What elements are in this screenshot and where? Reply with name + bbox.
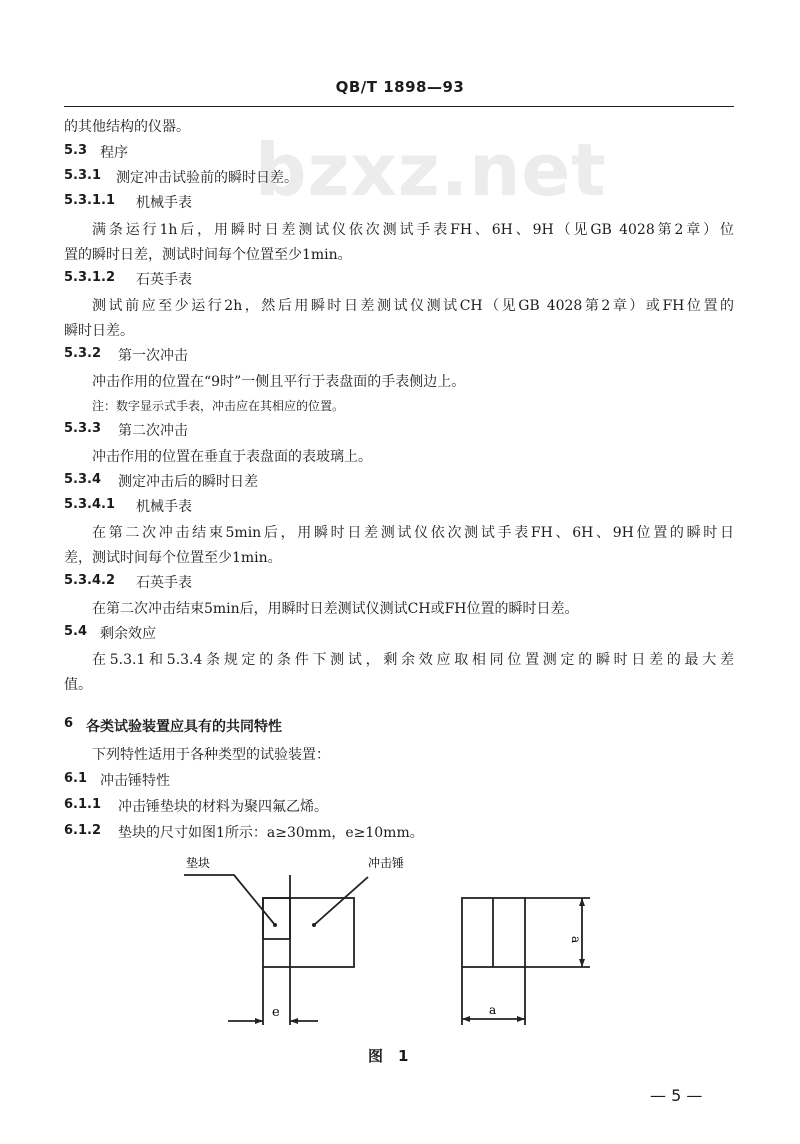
paragraph-line: 值。 [64, 677, 92, 693]
watermark: bzxz.net [255, 128, 607, 212]
dimension-e-label: e [272, 1005, 280, 1020]
section-title: 机械手表 [136, 195, 192, 211]
paragraph-line: 冲击作用的位置在垂直于表盘面的表玻璃上。 [92, 449, 372, 465]
paragraph-line: 在第二次冲击结束5min后，用瞬时日差测试仪测试CH或FH位置的瞬时日差。 [92, 601, 579, 617]
arrowhead [255, 1018, 263, 1024]
paragraph-line: 冲击作用的位置在“9时”一侧且平行于表盘面的手表侧边上。 [92, 374, 466, 390]
paragraph-line: 瞬时日差。 [64, 323, 134, 339]
section-title: 第一次冲击 [118, 348, 188, 364]
arrowhead [462, 1016, 470, 1022]
pad-label: 垫块 [186, 856, 211, 870]
section-number: 5.3.1.1 [64, 193, 115, 208]
section-number: 5.3.2 [64, 346, 102, 361]
section-number: 5.3.4.1 [64, 497, 115, 512]
paragraph-line: 在第二次冲击结束5min后，用瞬时日差测试仪依次测试手表FH、6H、9H位置的瞬时日 [92, 525, 734, 541]
page-header: QB/T 1898—93 [335, 78, 465, 96]
pad-leader-dot [273, 923, 277, 927]
section-title: 剩余效应 [100, 626, 156, 642]
header-rule [64, 106, 734, 107]
paragraph-line: 在5.3.1和5.3.4条规定的条件下测试，剩余效应取相同位置测定的瞬时日差的最大差 [92, 652, 734, 668]
section-number: 6.1.2 [64, 823, 102, 838]
section-number: 5.4 [64, 624, 88, 639]
section-title: 冲击锤垫块的材料为聚四氟乙烯。 [118, 799, 328, 815]
paragraph-line: 满条运行1h后，用瞬时日差测试仪依次测试手表FH、6H、9H（见GB 4028第2章）位 [92, 222, 734, 238]
continued-text: 的其他结构的仪器。 [64, 119, 190, 135]
dimension-a-horizontal-label: a [489, 1003, 497, 1017]
pad-outline [263, 898, 290, 939]
section-number: 5.3.1 [64, 168, 102, 183]
section-title: 垫块的尺寸如图1所示：a≥30mm，e≥10mm。 [118, 825, 424, 841]
arrowhead [579, 898, 585, 906]
page-number: — 5 — [650, 1086, 703, 1105]
paragraph-line: 下列特性适用于各种类型的试验装置： [92, 747, 330, 763]
hammer-label: 冲击锤 [368, 856, 405, 870]
section-title: 测定冲击后的瞬时日差 [118, 474, 258, 490]
section-number: 5.3.3 [64, 421, 102, 436]
section-number: 5.3.4 [64, 472, 102, 487]
arrowhead [290, 1018, 298, 1024]
figure-1-diagram [0, 840, 800, 1040]
section-title: 机械手表 [136, 499, 192, 515]
arrowhead [579, 959, 585, 967]
figure-caption: 图 1 [368, 1047, 409, 1065]
paragraph-line: 测试前应至少运行2h，然后用瞬时日差测试仪测试CH（见GB 4028第2章）或FH位置的 [92, 298, 734, 314]
arrowhead [517, 1016, 525, 1022]
section-number: 5.3.4.2 [64, 573, 115, 588]
hammer-leader-dot [312, 923, 316, 927]
dimension-a-vertical-label: a [569, 936, 583, 944]
section-title: 石英手表 [136, 272, 192, 288]
section-number: 6.1.1 [64, 797, 102, 812]
paragraph-line: 差，测试时间每个位置至少1min。 [64, 550, 282, 566]
section-title: 第二次冲击 [118, 423, 188, 439]
section-number: 5.3.1.2 [64, 270, 115, 285]
paragraph-line: 置的瞬时日差，测试时间每个位置至少1min。 [64, 247, 352, 263]
pad-leader-line [184, 875, 275, 925]
section-title: 程序 [100, 145, 128, 161]
chapter-title: 各类试验装置应具有的共同特性 [86, 719, 282, 735]
section-number: 6.1 [64, 771, 88, 786]
chapter-number: 6 [64, 716, 74, 731]
section-title: 冲击锤特性 [100, 773, 170, 789]
hammer-leader-line [314, 877, 368, 925]
section-number: 5.3 [64, 143, 88, 158]
hammer-outline [263, 898, 354, 967]
note-line: 注：数字显示式手表，冲击应在其相应的位置。 [92, 399, 345, 413]
section-title: 石英手表 [136, 575, 192, 591]
section-title: 测定冲击试验前的瞬时日差。 [116, 170, 298, 186]
